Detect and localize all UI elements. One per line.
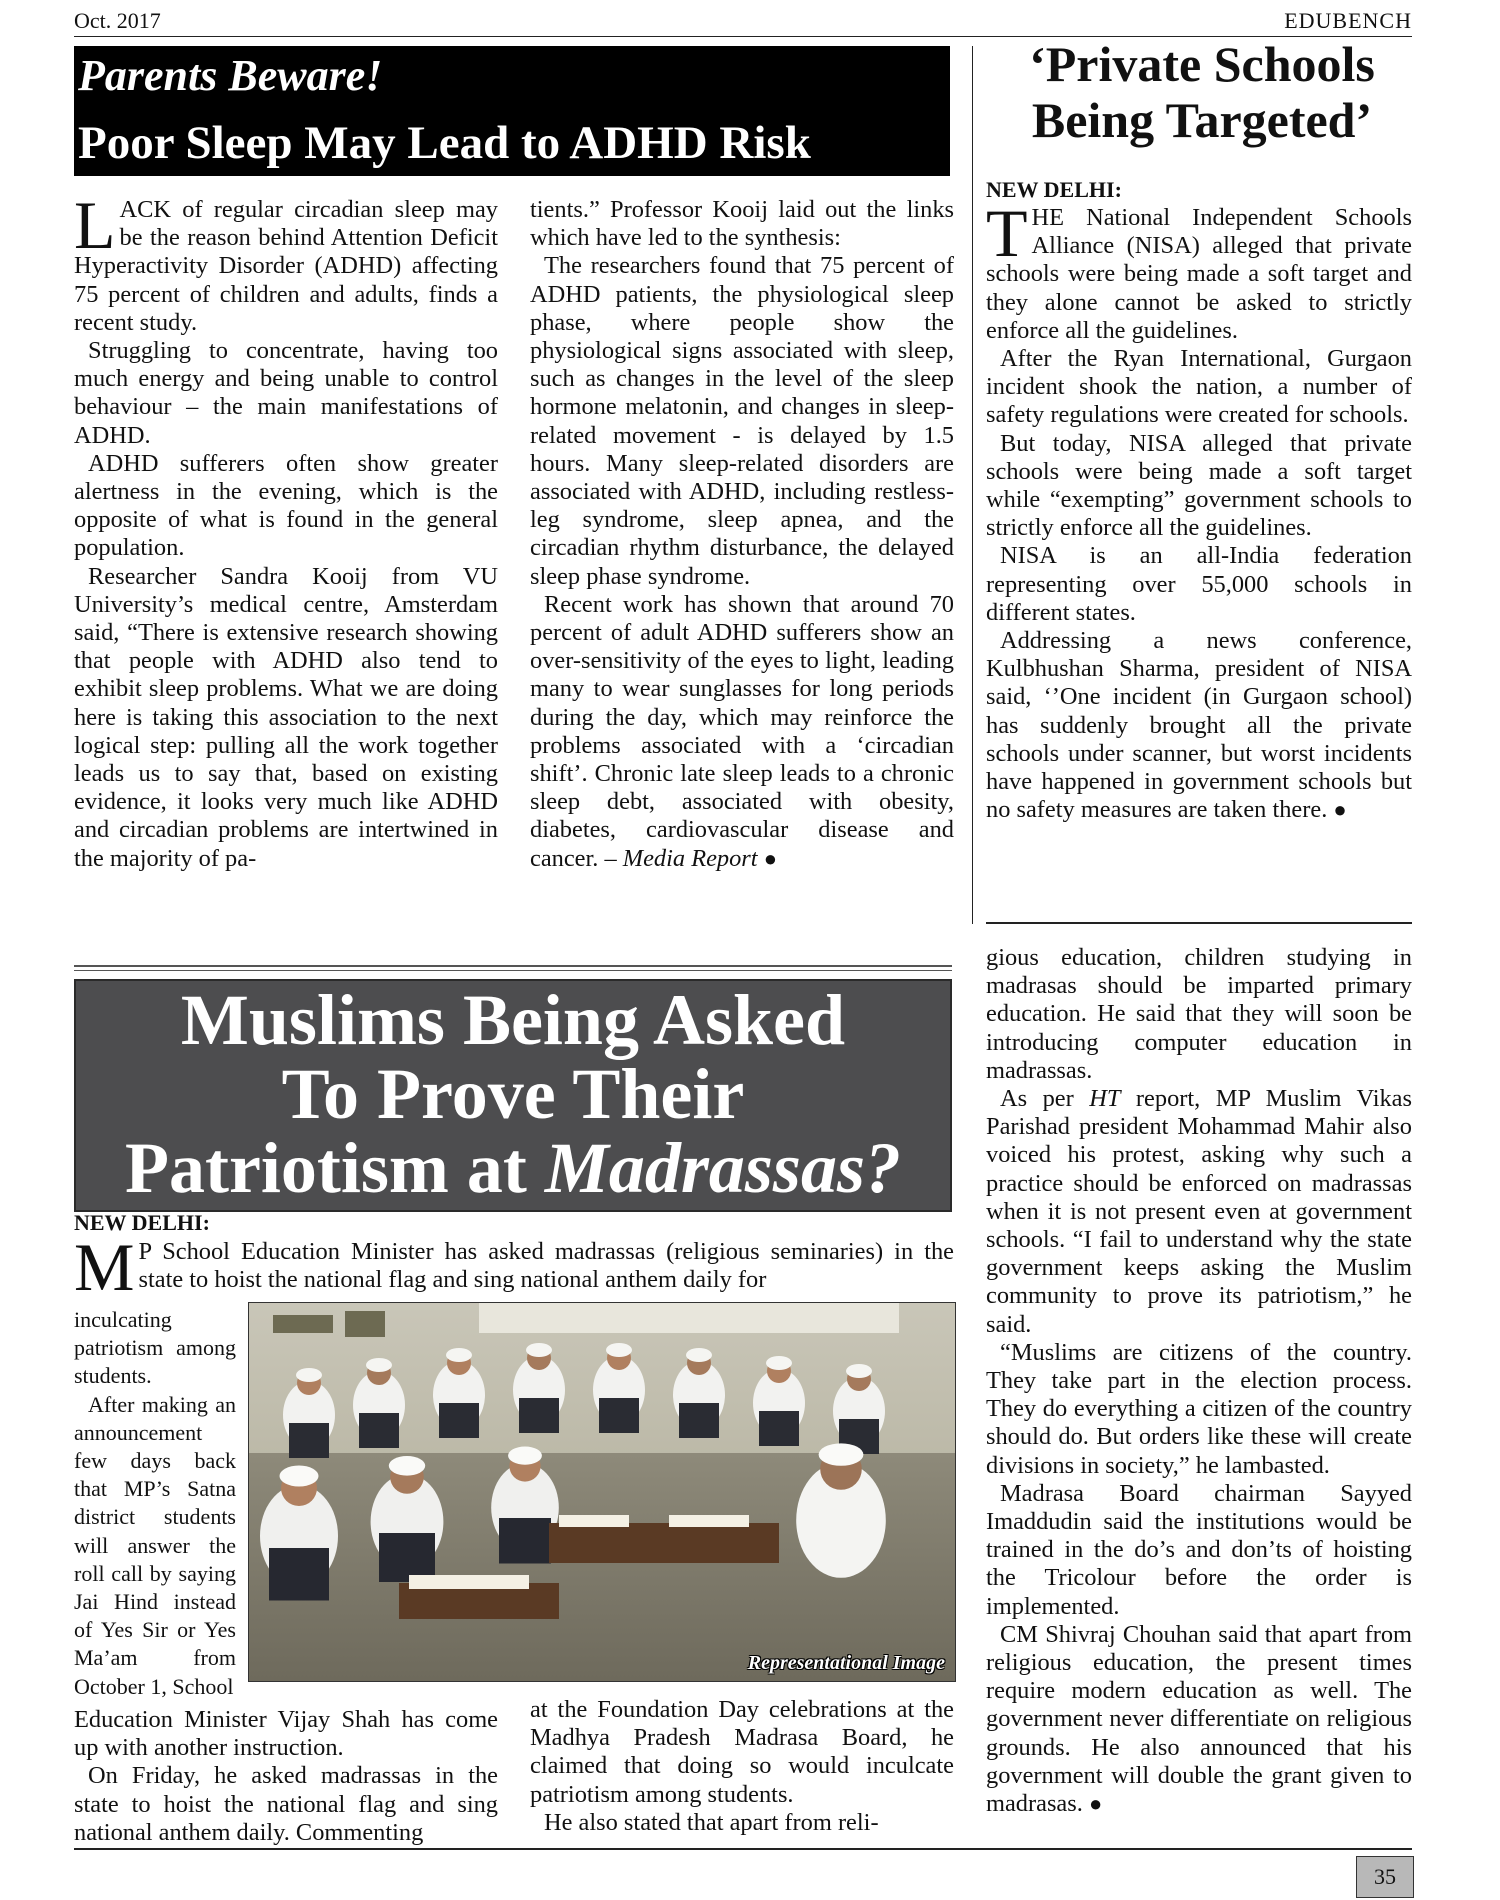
madrasa-headline-line-3	[76, 1128, 950, 1208]
paragraph	[530, 252, 954, 590]
dropcap: T	[986, 195, 1028, 271]
paragraph	[74, 1306, 236, 1391]
madrasa-headline-line-3a: Patriotism at	[125, 1128, 545, 1208]
paragraph-text: Madrasa Board chairman Sayyed Imaddudin said the institutions would be trained in the do’s and don’ts of hoisting the Tricolour before the order is implemented.	[986, 1479, 1412, 1620]
paragraph-text: tients.” Professor Kooij laid out the links which have led to the synthesis:	[530, 196, 954, 252]
paragraph	[530, 1809, 954, 1837]
madrasa-dropcap: M	[74, 1229, 135, 1305]
paragraph-text: gious education, children studying in madrasas should be imparted primary education. He said that they will soon be introducing computer education in madrassas.	[986, 944, 1412, 1084]
adhd-column-2	[530, 196, 954, 873]
madrasa-narrow-column	[74, 1306, 236, 1701]
paragraph	[986, 627, 1412, 824]
paragraph	[986, 345, 1412, 430]
paragraph-text: After the Ryan International, Gurgaon incident shook the nation, a number of safety regulations were created for schools.	[986, 345, 1412, 429]
end-mark: ●	[763, 845, 777, 871]
end-mark: ●	[1333, 797, 1347, 823]
dropcap: L	[74, 187, 116, 263]
paragraph-text: NISA is an all-India federation representing over 55,000 schools in different states.	[986, 542, 1412, 626]
photo-caption: Representational Image	[747, 1652, 945, 1674]
paragraph	[986, 1339, 1412, 1480]
paragraph	[74, 563, 498, 873]
madrasa-lead-text: P School Education Minister has asked madrassas (religious seminaries) in the state to hoist the national flag and sing national anthem daily for	[138, 1238, 954, 1294]
paragraph	[986, 430, 1412, 543]
madrasa-bottom-left-column	[74, 1706, 498, 1847]
paragraph-text: After making an announcement few days back that MP’s Satna district students will answer the roll call by saying Jai Hind instead of Yes Sir or Yes Ma’am from October 1, School	[74, 1391, 236, 1699]
paragraph	[74, 337, 498, 450]
paragraph-text: ACK of regular circadian sleep may be the reason behind Attention Deficit Hyperactivity Disorder (ADHD) affecting 75 percent of children and adults, finds a recent study.	[74, 196, 498, 336]
page-number: 35	[1356, 1856, 1414, 1898]
private-body	[986, 195, 1412, 824]
private-end-rule	[986, 922, 1412, 924]
madrasa-headline-line-3b: Madrassas?	[544, 1128, 901, 1208]
paragraph-text: “Muslims are citizens of the country. They take part in the election process. They do everything a citizen of the country should do. But orders like these will create divisions in society,” he lambasted.	[986, 1338, 1412, 1479]
paragraph-text: Recent work has shown that around 70 percent of adult ADHD sufferers show an over-sensitivity of the eyes to light, leading many to wear sunglasses for long periods during the day, which may reinforce the problems associated with a ‘circadian shift’. Chronic late sleep leads to a chronic sleep debt, associated with obesity, diabetes, cardiovascular disease and cancer. –	[530, 590, 954, 872]
paragraph-text: On Friday, he asked madrassas in the state to hoist the national flag and sing national anthem daily. Commenting	[74, 1762, 498, 1846]
madrasa-headline-box	[74, 979, 952, 1212]
paragraph-emphasis: HT	[1089, 1085, 1121, 1113]
paragraph-text: Education Minister Vijay Shah has come up with another instruction.	[74, 1706, 498, 1762]
paragraph-text: inculcating patriotism among students.	[74, 1307, 236, 1389]
adhd-column-1	[74, 187, 498, 873]
paragraph-text: report, MP Muslim Vikas Parishad president Mohammad Mahir also voiced his protest, asking why such a practice should be enforced on madrassas when it is not present even at government schools. “I fail to understand why the state government keeps asking the Muslim community to prove its patriotism,” he said.	[986, 1085, 1412, 1338]
paragraph-text: He also stated that apart from reli-	[544, 1808, 879, 1836]
paragraph-text: HE National Independent Schools Alliance (NISA) alleged that private schools were being made a soft target and they alone cannot be asked to strictly enforce all the guidelines.	[986, 204, 1412, 344]
paragraph	[986, 1621, 1412, 1818]
issue-date: Oct. 2017	[74, 8, 161, 33]
madrasa-top-rule-2	[74, 970, 952, 971]
private-dateline: NEW DELHI:	[986, 177, 1122, 202]
paragraph-text: Struggling to concentrate, having too much energy and being unable to control behaviour – the main manifestations of ADHD.	[74, 337, 498, 449]
paragraph-text: Researcher Sandra Kooij from VU University’s medical centre, Amsterdam said, “There is extensive research showing that people with ADHD also tend to exhibit sleep problems. What we are doing here is taking this association to the next logical step: pulling all the work together leads us to say that, based on existing evidence, it looks very much like ADHD and circadian problems are intertwined in the majority of pa-	[74, 562, 498, 872]
madrasa-right-column	[986, 944, 1412, 1818]
paragraph-text: But today, NISA alleged that private schools were being made a soft target while “exempting” government schools to strictly enforce all the guidelines.	[986, 429, 1412, 542]
paragraph	[74, 1391, 236, 1701]
paragraph-text-pre: As per	[1000, 1085, 1090, 1113]
paragraph	[530, 591, 954, 873]
paragraph	[986, 944, 1412, 1085]
paragraph	[986, 542, 1412, 627]
column-divider	[972, 46, 973, 924]
classroom-photo-illustration	[249, 1303, 955, 1681]
paragraph	[986, 1085, 1412, 1339]
paragraph	[986, 1480, 1412, 1621]
paragraph	[74, 187, 498, 337]
end-mark: ●	[1088, 1791, 1103, 1817]
paragraph-text: The researchers found that 75 percent of ADHD patients, the physiological sleep phase, where people show the physiological signs associated with sleep, such as changes in the level of the sleep hormone melatonin, and changes in sleep-related movement - is delayed by 1.5 hours. Many sleep-related disorders are associated with ADHD, including restless-leg syndrome, sleep apnea, and the circadian rhythm disturbance, the delayed sleep phase syndrome.	[530, 252, 954, 590]
paragraph-text: ADHD sufferers often show greater alertness in the evening, which is the opposite of what is found in the general population.	[74, 449, 498, 562]
footer-rule	[74, 1848, 1412, 1850]
paragraph	[530, 1696, 954, 1809]
madrasa-photo	[248, 1302, 956, 1682]
private-headline: ‘Private Schools Being Targeted’	[1029, 36, 1375, 148]
madrasa-headline-line-2: To Prove Their	[281, 1054, 745, 1134]
paragraph	[986, 195, 1412, 345]
paragraph	[530, 196, 954, 252]
adhd-headline-box	[74, 46, 950, 176]
madrasa-bottom-middle-column	[530, 1696, 954, 1837]
paragraph	[74, 1762, 498, 1847]
adhd-kicker: Parents Beware!	[78, 51, 383, 100]
madrasa-lead	[74, 1229, 954, 1305]
paragraph-text: Addressing a news conference, Kulbhushan Sharma, president of NISA said, ‘’One incident (in Gurgaon school) has suddenly brought all the private schools under scanner, but worst incidents have happened in government schools but no safety measures are taken there.	[986, 627, 1412, 824]
publication-name: EDUBENCH	[1284, 8, 1412, 33]
paragraph-text: at the Foundation Day celebrations at the Madhya Pradesh Madrasa Board, he claimed that doing so would inculcate patriotism among students.	[530, 1696, 954, 1808]
madrasa-top-rule	[74, 965, 952, 967]
madrasa-headline-line-1: Muslims Being Asked	[180, 980, 846, 1060]
paragraph-text: CM Shivraj Chouhan said that apart from religious education, the present times require modern education as well. The government never differentiate on religious grounds. He also announced that his government will double the grant given to madrasas.	[986, 1620, 1412, 1818]
adhd-headline: Poor Sleep May Lead to ADHD Risk	[78, 117, 811, 169]
paragraph	[74, 450, 498, 563]
madrasa-dateline: NEW DELHI:	[74, 1210, 210, 1235]
paragraph	[74, 1706, 498, 1762]
article-credit: Media Report	[622, 844, 758, 872]
